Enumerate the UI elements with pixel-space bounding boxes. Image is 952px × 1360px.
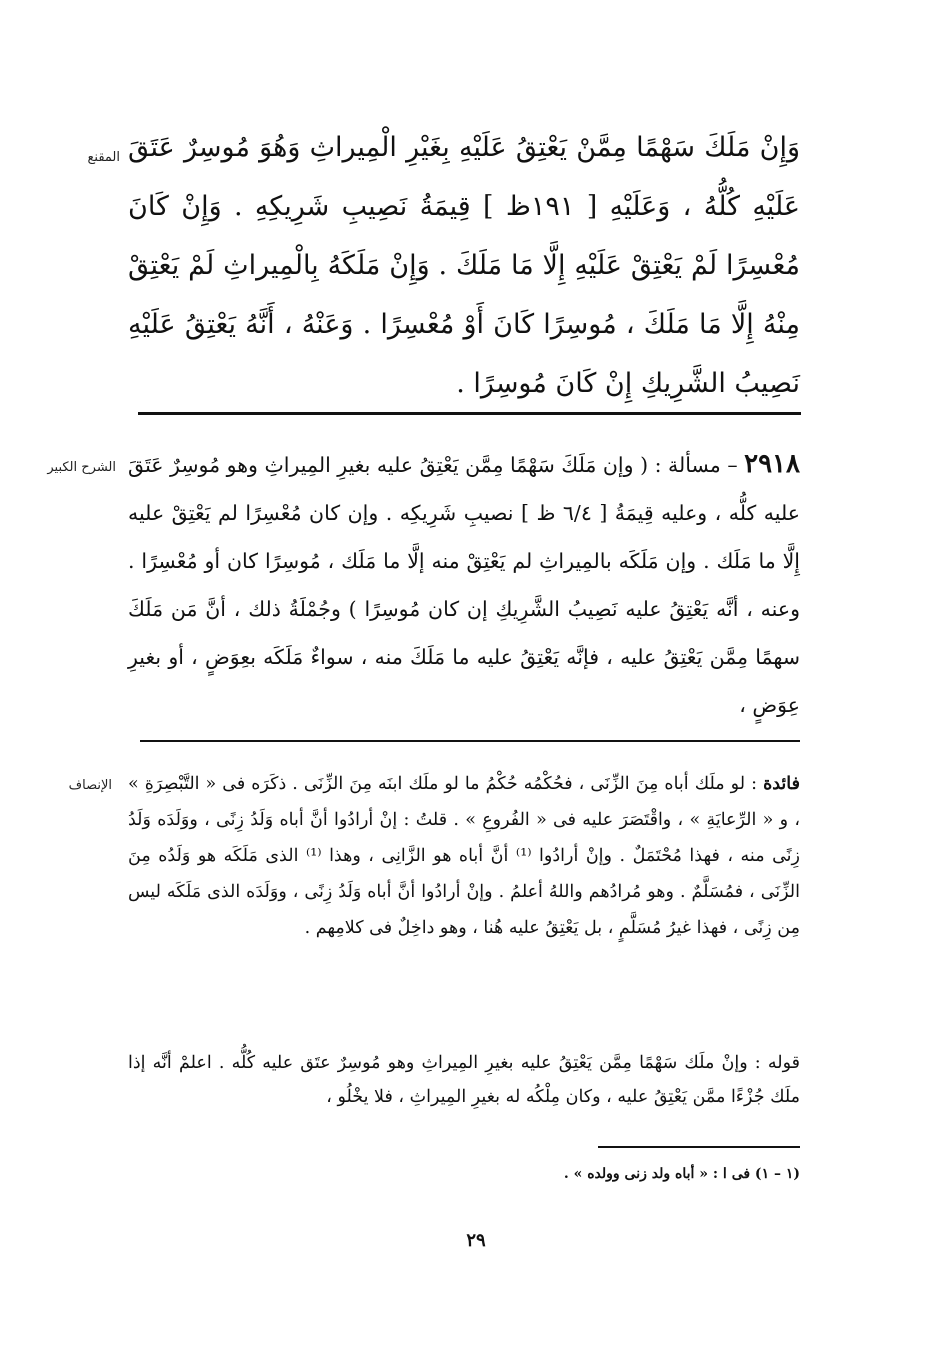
- issue-number: ٢٩١٨: [744, 449, 800, 479]
- sharh-paragraph: [128, 440, 800, 729]
- section-label-insaf: الإنصاف: [68, 778, 112, 793]
- page-number: ٢٩: [466, 1230, 486, 1251]
- footnote: (١ – ١) فى ا : « أباه ولد زنى وولده » .: [563, 1166, 800, 1182]
- insaf-text-block: [128, 766, 800, 946]
- qawl-text-block: [128, 1046, 800, 1114]
- footnote-separator: [598, 1146, 800, 1148]
- muqni-text-block: [128, 118, 800, 413]
- muqni-paragraph: وَإِنْ مَلَكَ سَهْمًا مِمَّنْ يَعْتِقُ عَلَيْهِ بِغَيْرِ الْمِيراثِ وَهُوَ مُوسِرٌ عَتَقَ عَلَيْهِ كُلُّهُ ، وَعَلَيْهِ [ ١٩١ظ ] قِيمَةُ نَصِيبِ شَرِيكِهِ . وَإِنْ كَانَ مُعْسِرًا لَمْ يَعْتِقْ عَلَيْهِ إِلَّا مَا مَلَكَ . وَإِنْ مَلَكَهُ بِالْمِيراثِ لَمْ يَعْتِقْ مِنْهُ إِلَّا مَا مَلَكَ ، مُوسِرًا كَانَ أَوْ مُعْسِرًا . وَعَنْهُ ، أَنَّهُ يَعْتِقُ عَلَيْهِ نَصِيبُ الشَّرِيكِ إِنْ كَانَ مُوسِرًا .: [128, 132, 800, 399]
- section-label-sharh: الشرح الكبير: [47, 460, 116, 475]
- faida-label: فائدة: [763, 774, 800, 794]
- sharh-text-block: [128, 440, 800, 729]
- insaf-body: : لو ملَك أباه مِنَ الزِّنَى ، فحُكْمُه حُكْمُ ما لو ملَك ابنَه مِنَ الزِّنَى . ذكَرَه فى « التَّبْصِرَةِ » ، و « الرِّعايَةِ » ، واقْتَصَرَ عليه فى « الفُروعِ » . قلتُ : إنْ أرادُوا أنَّ أباه وَلَدُ زِنًى ، ووَلَدَه وَلَدُ زِنًى منه ، فهذا مُحْتَمَلٌ . وإنْ أرادُوا ⁽¹⁾ أنَّ أباه هو الزَّانِى ، وهذا ⁽¹⁾ الذى مَلَكَه هو وَلَدُه مِنَ الزِّنَى ، فمُسَلَّمٌ . وهو مُرادُهم واللهُ أعلمُ . وإنْ أرادُوا أنَّ أباه وَلَدُ زِنًى ، ووَلَدَه الذى مَلَكَه ليس مِن زِنًى ، فهذا غيرُ مُسَلَّمٍ ، بل يَعْتِقُ عليه هُنا ، وهو داخِلٌ فى كلامِهم .: [128, 774, 801, 938]
- sharh-body: – مسألة : ( وإن مَلَكَ سَهْمًا مِمَّن يَعْتِقُ عليه بغيرِ المِيراثِ وهو مُوسِرٌ عَتَقَ عليه كلُّه ، وعليه قِيمَةُ [ ٦/٤ ظ ] نصيبِ شَرِيكِه . وإن كان مُعْسِرًا لم يَعْتِقْ عليه إِلَّا ما مَلَك . وإن مَلَكَه بالمِيراثِ لم يَعْتِقْ منه إلَّا ما مَلَك ، مُوسِرًا كان أو مُعْسِرًا . وعنه ، أنَّه يَعْتِقُ عليه نَصِيبُ الشَّرِيكِ إن كان مُوسِرًا ) وجُمْلَةُ ذلك ، أنَّ مَن مَلَكَ سهمًا مِمَّن يَعْتِقُ عليه ، فإنَّه يَعْتِقُ عليه ما مَلَكَ منه ، سواءٌ مَلَكَه بعِوَضٍ ، أو بغيرِ عِوَضٍ ،: [128, 453, 800, 717]
- section-divider: [138, 412, 801, 415]
- qawl-paragraph: قوله : وإنْ ملَك سَهْمًا مِمَّن يَعْتِقُ عليه بغيرِ المِيراثِ وهو مُوسِرٌ عتَق عليه كُلُّه . اعلمْ أنَّه إذا ملَك جُزْءًا ممَّن يَعْتِقُ عليه ، وكان مِلْكُه له بغيرِ المِيراثِ ، فلا يخْلُو ،: [128, 1053, 800, 1107]
- insaf-paragraph: [128, 766, 800, 946]
- section-label-muqni: المقنع: [87, 150, 120, 165]
- section-divider-thin: [140, 740, 800, 742]
